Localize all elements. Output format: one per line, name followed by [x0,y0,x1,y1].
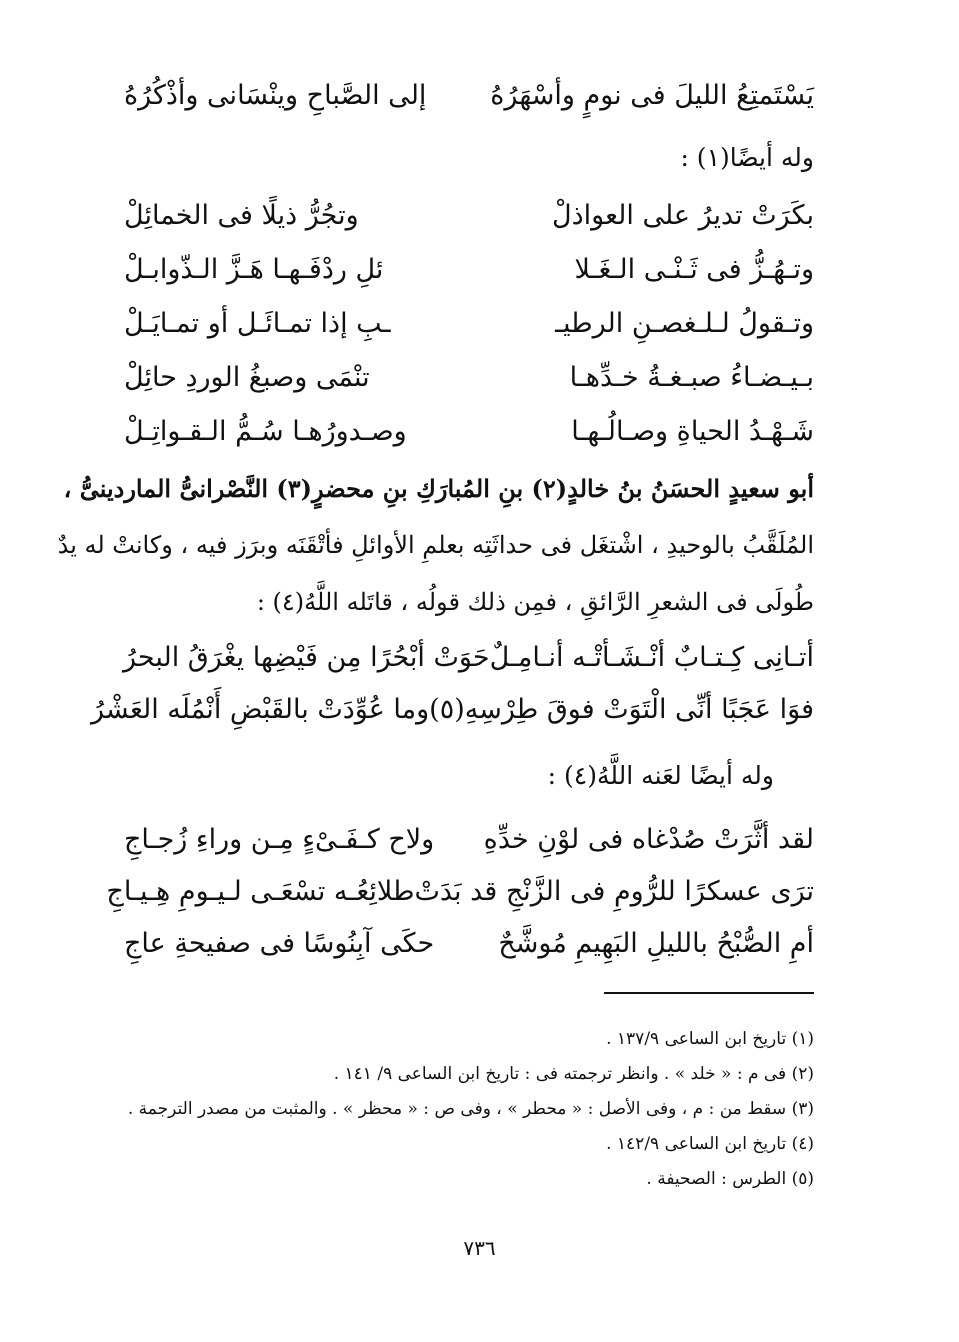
verse-line [124,918,814,970]
verse-first-hemistich: يَسْتَمتِعُ الليلَ فى نومٍ وأسْهَرُهُ [490,80,814,111]
footnote: (٤) تاريخ ابن الساعى ١٤٢/٩ . [606,1134,814,1154]
verse-second-hemistich: ئلِ ردْفَـهـا هَـزَّ الـذّوابـلْ [124,254,384,285]
footnote: (٥) الطرس : الصحيفة . [646,1169,814,1189]
poem-intro: وله أيضًا(١) : [680,143,814,172]
verse-first-hemistich: وتـقولُ لـلـغصـنِ الرطيـ [555,308,814,339]
footnote: (٢) فى م : « خلد » . وانظر ترجمته فى : تاريخ ابن الساعى ٩/ ١٤١ . [333,1064,814,1084]
verse-second-hemistich: وتجُرُّ ذيلًا فى الخمائِلْ [124,200,359,231]
verse-second-hemistich: إلى الصَّباحِ وينْسَانى وأذْكُرُهُ [124,80,427,111]
verse-line [106,866,814,918]
verse-second-hemistich: ولاح كـفَـىْءٍ مِـن وراءِ زُجـاجِ [124,824,435,855]
verse-second-hemistich: حَوَتْ أبْحُرًا مِن فَيْضِها يغْرَقُ البحرُ [123,642,490,673]
verse-first-hemistich: أتـانِى كِـتـابٌ أنْـشَـأتْـه أنـامِـلٌ [489,642,814,673]
verse-first-hemistich: أمِ الصُّبْحُ بالليلِ البَهِيمِ مُوشَّحٌ [498,928,814,959]
page-number: ٧٣٦ [463,1236,496,1260]
verse-second-hemistich: تنْمَى وصبغُ الوردِ حائِلْ [124,362,370,393]
verse-second-hemistich: وصـدورُهـا سُـمُّ الـقـواتِـلْ [124,416,407,447]
verse-line [124,632,814,684]
verse-line [124,190,814,242]
verse-line [124,298,814,350]
verse-first-hemistich: بـيـضـاءُ صبـغـةُ خـدِّهـا [569,362,814,393]
footnotes [94,1022,814,1197]
verse-first-hemistich: لقد أثَّرَتْ صُدْغاه فى لوْنِ خدِّهِ [483,824,814,855]
verse-first-hemistich: شَـهْـدُ الحياةِ وصـالُـهـا [571,416,814,447]
verse-first-hemistich: ترَى عسكرًا للرُّومِ فى الزَّنْجِ قد بَدَتْ [414,876,814,907]
verse-line [124,406,814,458]
verse-line [124,814,814,866]
verse-second-hemistich: طلائِعُـه تسْعَـى لـيـومِ هِـيـاجِ [106,876,415,907]
verse-first-hemistich: بكَرَتْ تديرُ على العواذلْ [552,200,814,231]
verse-second-hemistich: ـبِ إذا تمـائَـل أو تمـايَـلْ [124,308,391,339]
biography-line: أبو سعيدٍ الحسَنُ بنُ خالدٍ(٢) بنِ المُبارَكِ بنِ محضرٍ(٣) النَّصْرانىُّ الماردينىُّ ، [63,474,814,503]
footnote-separator [604,992,814,994]
verse-line [124,70,814,122]
biography-line: المُلَقَّبُ بالوحيدِ ، اشْتغَل فى حداثَتِه بعلمِ الأوائلِ فأتْقَنَه وبرَز فيه ، وكانتْ له يدٌ [57,531,814,559]
footnote: (٣) سقط من : م ، وفى الأصل : « محطر » ، وفى ص : « محظر » . والمثبت من مصدر الترجمة . [127,1099,814,1119]
verse-second-hemistich: وما عُوِّدَتْ بالقَبْضِ أَنْمُلَه العَشْرُ [90,694,430,725]
poem-intro: وله أيضًا لعَنه اللَّهُ(٤) : [547,761,774,790]
verse-line [90,684,814,736]
biography-line: طُولَى فى الشعرِ الرَّائقِ ، فمِن ذلك قولُه ، قاتَله اللَّهُ(٤) : [256,588,814,616]
verse-line [124,244,814,296]
verse-line [124,352,814,404]
verse-first-hemistich: فوَا عَجَبًا أنِّى الْتَوَتْ فوقَ طِرْسِهِ(٥) [429,694,814,725]
biography-paragraph [57,460,814,631]
footnote: (١) تاريخ ابن الساعى ١٣٧/٩ . [606,1029,814,1049]
verse-first-hemistich: وتـهُـزُّ فى ثَـنْـى الـغَـلا [574,254,814,285]
verse-second-hemistich: حكَى آبِنُوسًا فى صفيحةِ عاجِ [124,928,435,959]
